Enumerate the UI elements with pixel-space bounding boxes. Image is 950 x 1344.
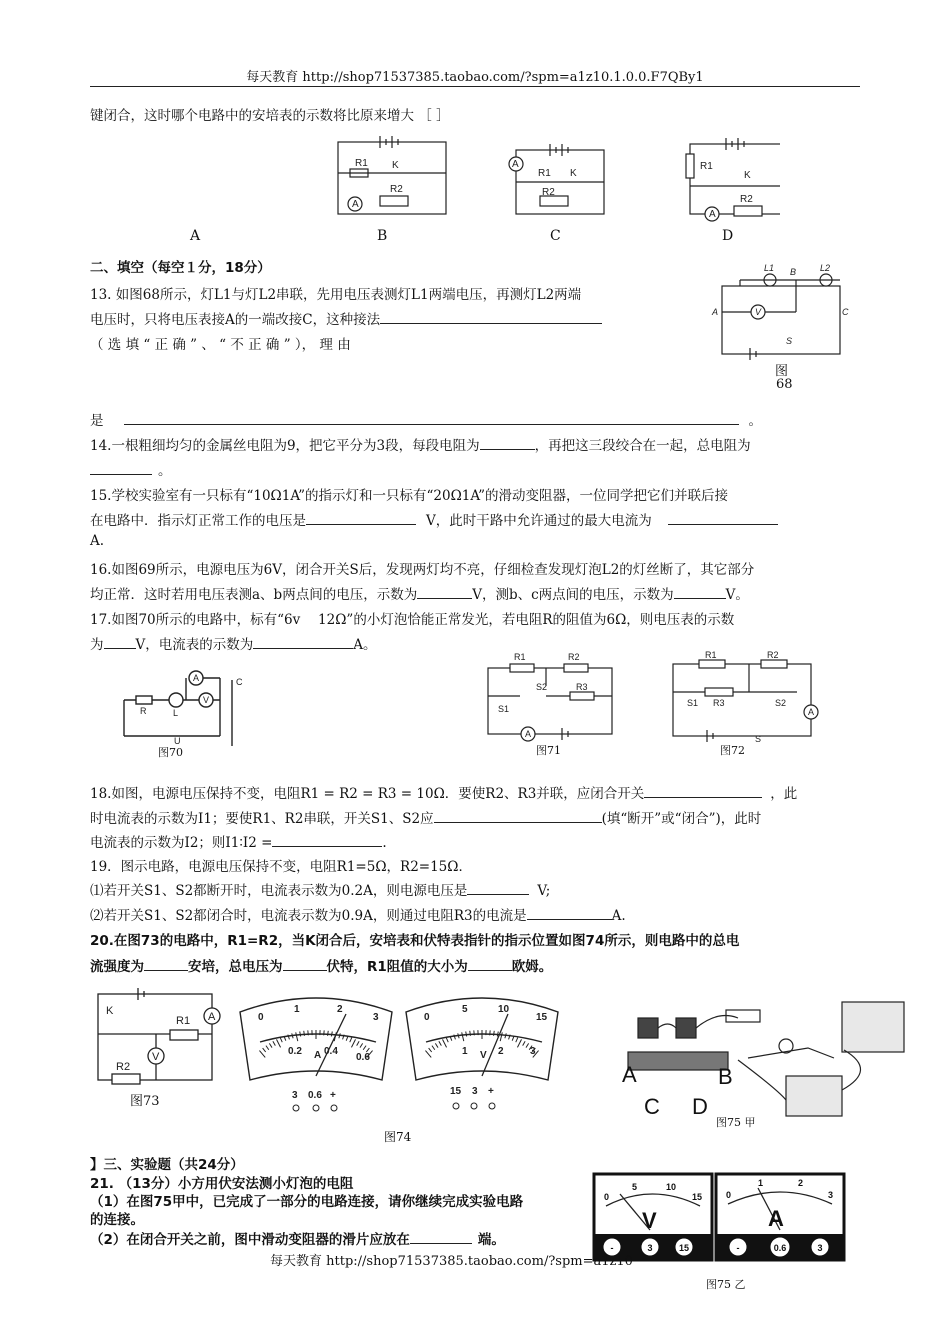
svg-text:K: K <box>744 170 751 181</box>
svg-text:V: V <box>642 1208 657 1233</box>
fig68-circuit <box>710 260 860 370</box>
meter-scale-tick <box>351 1039 355 1047</box>
ammeter-tick-2: 2 <box>337 1004 343 1015</box>
ammeter-tick-1: 1 <box>294 1004 300 1015</box>
q14-line2 <box>90 459 172 479</box>
meter-scale-tick <box>505 1033 506 1038</box>
a-panel-term-0: - <box>736 1243 740 1253</box>
meter-scale-tick <box>292 1033 293 1038</box>
circuit-d <box>686 138 780 221</box>
svg-text:R2: R2 <box>568 652 580 662</box>
q18-line2b: (填“断开”或“闭合”)，此时 <box>601 811 762 827</box>
meter-scale-tick <box>304 1031 305 1036</box>
v-panel-tick-2: 10 <box>666 1182 677 1192</box>
v-panel-term-1: 3 <box>647 1243 653 1253</box>
svg-text:S: S <box>786 336 793 346</box>
fig68-caption-a: 图 <box>775 364 789 379</box>
a-panel-term-1: 0.6 <box>773 1243 787 1253</box>
svg-text:R1: R1 <box>355 158 368 169</box>
q21-line4b: 端。 <box>477 1232 505 1248</box>
svg-text:R1: R1 <box>705 650 717 660</box>
q14-line1b: ，再把这三段绞合在一起，总电阻为 <box>534 438 751 454</box>
a-panel-tick-3: 3 <box>828 1190 834 1200</box>
q19-line2 <box>90 879 550 899</box>
fig73-caption: 图73 <box>130 1094 160 1109</box>
a-panel-tick-2: 2 <box>798 1178 804 1188</box>
svg-text:V: V <box>203 695 210 705</box>
fig74-caption: 图74 <box>384 1130 412 1144</box>
meter-scale-tick <box>425 1051 431 1058</box>
voltmeter-sub-0: 1 <box>462 1046 468 1057</box>
svg-text:S2: S2 <box>536 682 548 692</box>
svg-text:R2: R2 <box>542 187 555 198</box>
q17-blank-2[interactable] <box>253 634 353 649</box>
q17-line2c: A。 <box>353 637 377 653</box>
meter-scale-tick <box>259 1051 265 1058</box>
ammeter-tick-3: 3 <box>373 1012 379 1023</box>
q15-line1: 15.学校实验室有一只标有“10Ω1A”的指示灯和一只标有“20Ω1A”的滑动变阻器，一位同学把它们并联后接 <box>90 488 729 504</box>
fig75b-caption: 图75 乙 <box>706 1278 746 1291</box>
q17-line1: 17.如图70所示的电路中，标有“6v 12Ω”的小灯泡恰能正常发光，若电阻R的阻值为6Ω，则电压表的示数 <box>90 612 735 628</box>
meter-scale-tick <box>435 1043 438 1047</box>
q14-line2-end: 。 <box>158 463 172 479</box>
voltmeter-tick-2: 10 <box>498 1004 510 1015</box>
q20-line2b: 安培，总电压为 <box>188 959 283 975</box>
q17-blank-1[interactable] <box>104 634 136 649</box>
q13-line3: （ 选 填 “ 正 确 ” 、 “ 不 正 确 ” ）， 理 由 <box>90 337 351 353</box>
q18-line3a: 电流表的示数为I2；则I1∶I2 = <box>90 835 273 851</box>
svg-text:A: A <box>808 707 815 717</box>
q17-line2 <box>90 633 377 653</box>
voltmeter-tick-1: 5 <box>462 1004 468 1015</box>
fig68-caption-b: 68 <box>776 377 793 392</box>
meter-scale-tick <box>494 1031 495 1036</box>
section3-title: 】三、实验题（共24分） <box>90 1157 244 1173</box>
q21-line3: 的连接。 <box>90 1212 144 1228</box>
q20-line2 <box>90 955 552 975</box>
q14-line1 <box>90 434 751 454</box>
svg-text:A: A <box>712 307 719 317</box>
q16-line2 <box>90 583 749 603</box>
q19-blank-1[interactable] <box>467 880 529 895</box>
q21-blank-1[interactable] <box>410 1229 472 1244</box>
meter-scale-tick <box>523 1041 525 1045</box>
svg-text:R3: R3 <box>713 698 725 708</box>
q13-line4 <box>90 409 762 429</box>
q12-option-a: A <box>190 228 201 244</box>
q19-line3 <box>90 904 626 924</box>
q16-blank-1[interactable] <box>417 584 472 599</box>
meter-scale-tick <box>517 1039 521 1047</box>
fig72-caption: 图72 <box>720 744 745 757</box>
svg-text:B: B <box>790 267 797 277</box>
svg-text:R2: R2 <box>740 194 753 205</box>
meter-scale-tick <box>357 1041 359 1045</box>
ammeter-term-1: 0.6 <box>308 1090 322 1101</box>
ammeter-sub-0: 0.2 <box>288 1046 302 1057</box>
q12-option-d: D <box>722 228 734 244</box>
rheo-label-b: B <box>718 1064 733 1089</box>
q19-line2a: ⑴若开关S1、S2都断开时，电流表示数为0.2A，则电源电压是 <box>90 883 468 899</box>
svg-text:A: A <box>525 729 532 739</box>
v-panel-term-0: - <box>610 1243 614 1253</box>
fig71-circuit <box>480 648 620 744</box>
meter-scale-tick <box>339 1033 340 1038</box>
voltmeter-term-0: 15 <box>450 1086 462 1097</box>
svg-text:U: U <box>174 736 181 746</box>
q16-line2a: 均正常．这时若用电压表测a、b两点间的电压，示数为 <box>90 587 418 603</box>
q17-line2a: 为 <box>90 637 104 653</box>
meter-scale-tick <box>269 1043 272 1047</box>
ammeter-sub-3: 0.6 <box>356 1052 370 1063</box>
svg-text:L2: L2 <box>820 263 831 273</box>
svg-text:K: K <box>570 168 577 179</box>
svg-text:L: L <box>173 708 179 718</box>
q13-line1: 13. 如图68所示，灯L1与灯L2串联，先用电压表测灯L1两端电压，再测灯L2两端 <box>90 287 582 303</box>
q14-blank-1[interactable] <box>480 435 535 450</box>
meter-scale-tick <box>273 1041 275 1045</box>
svg-text:R1: R1 <box>176 1015 191 1027</box>
meter-scale-tick <box>300 1032 301 1037</box>
meter-scale-tick <box>429 1048 432 1052</box>
meter-scale-tick <box>462 1032 464 1041</box>
q16-blank-2[interactable] <box>674 584 726 599</box>
voltmeter-sub-2: 2 <box>498 1046 504 1057</box>
q18-line3 <box>90 831 387 851</box>
meter-scale-tick <box>432 1046 435 1050</box>
meter-scale-tick <box>439 1041 441 1045</box>
q21-line4a: （2）在闭合开关之前，图中滑动变阻器的滑片应放在 <box>90 1232 410 1248</box>
fig71-caption: 图71 <box>536 744 561 757</box>
svg-text:K: K <box>392 160 399 171</box>
svg-text:V: V <box>755 307 762 317</box>
q20-line1: 20.在图73的电路中，R1=R2，当K闭合后，安培表和伏特表指针的指示位置如图74所示，则电路中的总电 <box>90 933 740 949</box>
meter-scale-tick <box>296 1032 298 1041</box>
q13-line2 <box>90 308 602 328</box>
meter-scale-tick <box>497 1032 498 1037</box>
v-panel-tick-1: 5 <box>632 1182 638 1192</box>
v-panel-tick-3: 15 <box>692 1192 703 1202</box>
q13-blank-2[interactable] <box>124 410 739 425</box>
meter-scale-tick <box>500 1032 502 1041</box>
q17-line2b: V，电流表的示数为 <box>135 637 254 653</box>
q13-line2-text: 电压时，只将电压表接A的一端改接C，这种接法 <box>90 312 381 328</box>
meter-scale-tick <box>516 1038 518 1043</box>
meter-scale-tick <box>350 1038 352 1043</box>
q18-blank-2[interactable] <box>434 808 602 823</box>
meter-scale-tick <box>277 1039 281 1047</box>
ammeter-term-0: 3 <box>292 1090 298 1101</box>
svg-text:A: A <box>768 1206 784 1231</box>
q16-line2b: V，测b、c两点间的电压，示数为 <box>472 587 674 603</box>
meter-scale-tick <box>328 1031 329 1036</box>
page-footer: 每天教育 http://shop71537385.taobao.com/?spm=a1z10 <box>270 1254 633 1269</box>
q20-line2a: 流强度为 <box>90 959 144 975</box>
rheo-label-d: D <box>692 1094 708 1119</box>
svg-text:C: C <box>842 307 849 317</box>
v-panel-term-2: 15 <box>678 1243 690 1253</box>
a-panel-tick-1: 1 <box>758 1178 764 1188</box>
voltmeter-term-1: 3 <box>472 1086 478 1097</box>
ammeter-tick-0: 0 <box>258 1012 264 1023</box>
q20-line2c: 伏特，R1阻值的大小为 <box>326 959 468 975</box>
q18-line2 <box>90 807 761 827</box>
voltmeter-sub-3: 3 <box>530 1046 536 1057</box>
voltmeter-needle <box>482 1014 508 1076</box>
svg-text:A: A <box>709 209 716 220</box>
svg-text:R2: R2 <box>390 184 403 195</box>
voltmeter-sub-1: V <box>480 1050 487 1061</box>
header-rule <box>90 86 860 87</box>
voltmeter-term-2: + <box>488 1086 494 1097</box>
q20-blank-1[interactable] <box>144 956 188 971</box>
fig75a-caption: 图75 甲 <box>716 1116 756 1129</box>
q20-blank-2[interactable] <box>283 956 327 971</box>
meter-scale-tick <box>526 1043 529 1047</box>
ammeter-term-2: + <box>330 1090 336 1101</box>
q16-line2c: V。 <box>725 587 749 603</box>
rheo-label-a: A <box>622 1062 637 1087</box>
q20-line2d: 欧姆。 <box>511 959 553 975</box>
q19-line3b: A. <box>611 908 626 924</box>
svg-text:S: S <box>755 734 762 744</box>
svg-text:A: A <box>208 1011 216 1023</box>
svg-text:R3: R3 <box>576 682 588 692</box>
page-header: 每天教育 http://shop71537385.taobao.com/?spm=a1z10.1.0.0.F7QBy1 <box>246 70 704 85</box>
q15-line2b: V，此时干路中允许通过的最大电流为 <box>426 513 652 529</box>
svg-text:A: A <box>193 673 200 683</box>
meter-scale-tick <box>446 1038 448 1043</box>
section2-title: 二、填空（每空１分，18分） <box>90 260 271 276</box>
meter-scale-tick <box>266 1046 269 1050</box>
q16-line1: 16.如图69所示，电源电压为6V，闭合开关S后，发现两灯均不亮，仔细检查发现灯泡L2的灯丝断了，其它部分 <box>90 562 755 578</box>
fig70-caption: 图70 <box>158 746 183 759</box>
meter-scale-tick <box>363 1046 366 1050</box>
q15-line2a: 在电路中．指示灯正常工作的电压是 <box>90 513 306 529</box>
svg-text:A: A <box>512 159 519 170</box>
svg-text:A: A <box>352 199 359 210</box>
q21-line4 <box>90 1228 505 1248</box>
a-panel-term-2: 3 <box>817 1243 823 1253</box>
fig72-circuit <box>665 648 825 744</box>
svg-text:R1: R1 <box>700 161 713 172</box>
q12-option-c: C <box>550 228 561 244</box>
q19-line1: 19．图示电路，电源电压保持不变，电阻R1=5Ω，R2=15Ω． <box>90 859 472 875</box>
meter-scale-tick <box>331 1032 332 1037</box>
meter-scale-tick <box>280 1038 282 1043</box>
voltmeter-tick-0: 0 <box>424 1012 430 1023</box>
q18-line1 <box>90 782 797 802</box>
circuit-c <box>509 144 604 214</box>
ammeter-needle <box>316 1014 346 1076</box>
fig74-meters <box>236 988 616 1138</box>
fig73-circuit <box>90 988 230 1088</box>
q18-blank-1[interactable] <box>644 783 762 798</box>
q12-circuits <box>320 132 780 224</box>
meter-scale-tick <box>360 1043 363 1047</box>
ammeter-sub-1: A <box>314 1050 322 1061</box>
ammeter-sub-2: 0.4 <box>324 1046 338 1057</box>
q14-line1a: 14.一根粗细均匀的金属丝电阻为9，把它平分为3段，每段电阻为 <box>90 438 480 454</box>
svg-text:S1: S1 <box>498 704 510 714</box>
q18-line1b: ，此 <box>770 786 798 802</box>
q18-line1a: 18.如图，电源电压保持不变，电阻R1 = R2 = R3 = 10Ω．要使R2、R3并联，应闭合开关 <box>90 786 645 802</box>
q13-blank-1[interactable] <box>380 309 602 324</box>
q20-blank-3[interactable] <box>468 956 512 971</box>
q18-blank-3[interactable] <box>272 832 382 847</box>
svg-text:R2: R2 <box>116 1061 131 1073</box>
meter-scale-tick <box>466 1032 467 1037</box>
q18-line3b: . <box>382 835 387 851</box>
q14-blank-2[interactable] <box>90 460 152 475</box>
v-panel-tick-0: 0 <box>604 1192 610 1202</box>
meter-scale-tick <box>263 1048 266 1052</box>
svg-text:L1: L1 <box>764 263 775 273</box>
q19-line3a: ⑵若开关S1、S2都闭合时，电流表示数为0.9A，则通过电阻R3的电流是 <box>90 908 527 924</box>
meter-scale-tick <box>458 1033 459 1038</box>
q15-blank-2[interactable] <box>668 510 778 525</box>
voltmeter-tick-3: 15 <box>536 1012 548 1023</box>
svg-text:S1: S1 <box>687 698 699 708</box>
q21-line1: 21. （13分）小方用伏安法测小灯泡的电阻 <box>90 1176 354 1192</box>
meter-scale-tick <box>443 1039 447 1047</box>
q12-text: 键闭合，这时哪个电路中的安培表的示数将比原来增大 ［ ］ <box>90 108 450 124</box>
svg-text:V: V <box>152 1051 160 1063</box>
fig70-circuit <box>110 660 270 758</box>
rheo-label-c: C <box>644 1094 660 1119</box>
q19-blank-2[interactable] <box>527 905 612 920</box>
svg-text:R: R <box>140 706 147 716</box>
q19-line2b: V; <box>537 883 551 899</box>
q18-line2a: 时电流表的示数为I1；要使R1、R2串联，开关S1、S2应 <box>90 811 434 827</box>
q15-line3: A. <box>90 533 105 549</box>
q15-blank-1[interactable] <box>306 510 416 525</box>
q13-line4-text: 是 <box>90 413 104 429</box>
meter-scale-tick <box>470 1031 471 1036</box>
a-panel-tick-0: 0 <box>726 1190 732 1200</box>
svg-text:R1: R1 <box>538 168 551 179</box>
svg-text:R1: R1 <box>514 652 526 662</box>
q13-end: 。 <box>748 413 762 429</box>
q21-line2: （1）在图75甲中，已完成了一部分的电路连接，请你继续完成实验电路 <box>90 1194 524 1210</box>
q15-line2 <box>90 509 778 529</box>
fig75a-apparatus <box>618 990 918 1120</box>
svg-text:K: K <box>106 1005 114 1017</box>
svg-text:C: C <box>236 677 243 687</box>
svg-text:R2: R2 <box>767 650 779 660</box>
svg-text:S2: S2 <box>775 698 787 708</box>
q12-option-b: B <box>377 228 388 244</box>
